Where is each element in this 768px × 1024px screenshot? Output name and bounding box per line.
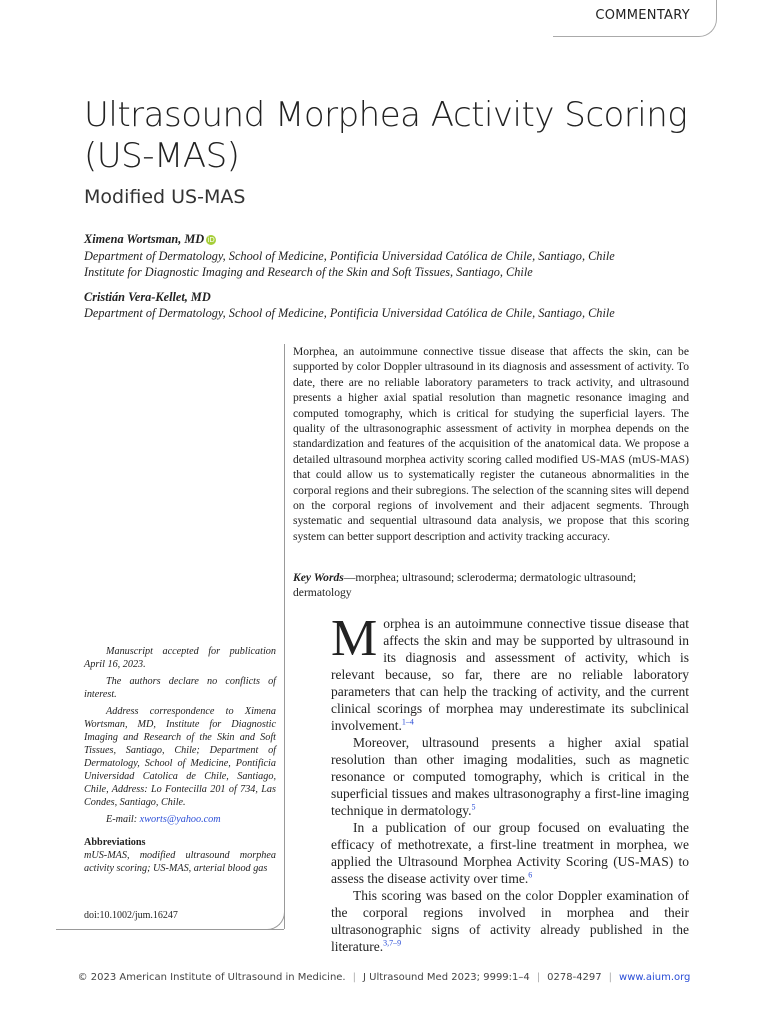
author-affiliation: Department of Dermatology, School of Medicine, Pontificia Universidad Católica de Chile, Santiago, Chile <box>84 306 615 320</box>
abbreviations-text: mUS-MAS, modified ultrasound morphea activity scoring; US-MAS, arterial blood gas <box>84 850 276 874</box>
body-paragraph <box>331 887 689 955</box>
sidebar-corner <box>266 911 285 930</box>
article-subtitle: Modified US-MAS <box>84 186 246 208</box>
body-paragraph <box>331 610 689 734</box>
body-paragraph <box>331 734 689 819</box>
email-line <box>84 813 276 826</box>
sidebar-bottom-rule <box>56 929 284 930</box>
correspondence-address: Address correspondence to Ximena Wortsman, MD, Institute for Diagnostic Imaging and Research of the Skin and Soft Tissues, Santiago, Chile; Department of Dermatology, School of Medicine, Pontificia Universidad Catolica de Chile, Santiago, Chile, Address: Lo Fontecilla 201 of 734, Las Condes, Santiago, Chile. <box>84 706 276 808</box>
author-name[interactable]: Ximena Wortsman, MD <box>84 232 205 246</box>
citation-link[interactable]: 1–4 <box>401 717 414 727</box>
body-paragraph <box>331 819 689 887</box>
column-divider <box>284 344 285 929</box>
citation-link[interactable]: 3,7–9 <box>383 938 402 948</box>
citation-link[interactable]: 5 <box>471 802 476 812</box>
article-title: Ultrasound Morphea Activity Scoring (US-MAS) <box>84 95 688 176</box>
abstract-text: Morphea, an autoimmune connective tissue disease that affects the skin, can be supported by color Doppler ultrasound in its diagnosis and assessment of activity. To date, there are no reliable laboratory parameters to track activity, and ultrasound presents a higher axial spatial resolution than magnetic resonance imaging and computed tomography, which is critical for studying the superficial layers. The quality of the ultrasonographic assessment of activity in morphea depends on the standardization and features of the acquisition of the anatomical data. We propose a detailed ultrasound morphea activity scoring called modified US-MAS (mUS-MAS) that could allow us to systematically register the cutaneous abnormalities in the corporal regions and their subregions. The selection of the scanning sites will depend on the corporal regions of involvement and their adjacent segments. Through systematic and sequential ultrasound data analysis, we propose that this scoring system can better support description and activity tracking accuracy. <box>293 345 689 543</box>
author-affiliation: Institute for Diagnostic Imaging and Research of the Skin and Soft Tissues, Santiago, Chile <box>84 265 533 279</box>
doi[interactable]: doi:10.1002/jum.16247 <box>84 910 178 921</box>
body-text: Moreover, ultrasound presents a higher axial spatial resolution than other imaging modalities, such as magnetic resonance or computed tomography, which is critical in the superficial tissues and makes ultrasonography a first-line imaging technique in dermatology. <box>331 735 689 818</box>
orcid-icon[interactable]: iD <box>207 236 215 244</box>
section-tag <box>553 0 717 37</box>
abstract <box>293 344 689 544</box>
citation-link[interactable]: 6 <box>528 870 533 880</box>
keywords-text: —morphea; ultrasound; scleroderma; dermatologic ultrasound; dermatology <box>293 571 637 600</box>
footer-copyright: © 2023 American Institute of Ultrasound in Medicine. <box>77 972 346 983</box>
email-link[interactable]: xworts@yahoo.com <box>139 814 221 825</box>
body-text: This scoring was based on the color Doppler examination of the corporal regions involved in morphea and their ultrasonographic signs of activity already published in the literature. <box>331 888 689 954</box>
page-footer: © 2023 American Institute of Ultrasound in Medicine. | J Ultrasound Med 2023; 9999:1–4 | 0278-4297 | www.aium.org <box>77 972 691 983</box>
footer-journal: J Ultrasound Med 2023; 9999:1–4 <box>363 972 530 983</box>
accepted-note: Manuscript accepted for publication April 16, 2023. <box>84 646 276 670</box>
body-text: In a publication of our group focused on evaluating the efficacy of methotrexate, a first-line treatment in morphea, we applied the Ultrasound Morphea Activity Scoring (US-MAS) to assess the disease activity over time. <box>331 820 689 886</box>
article-sidebar <box>84 645 276 879</box>
email-label: E-mail: <box>106 814 140 825</box>
section-tag-label: COMMENTARY <box>595 8 690 23</box>
conflicts-note: The authors declare no conflicts of interest. <box>84 676 276 700</box>
body-text: orphea is an autoimmune connective tissue disease that affects the skin and may be supported by ultrasound in its diagnosis and assessment of activity, which is relevant because, so far, there are no reliable laboratory parameters that can help the tracking of activity, and the current clinical scorings of morphea may underestimate its subclinical involvement. <box>331 616 689 733</box>
author-name[interactable]: Cristián Vera-Kellet, MD <box>84 289 211 304</box>
article-body <box>331 610 689 955</box>
footer-url-link[interactable]: www.aium.org <box>619 972 691 983</box>
author-affiliation: Department of Dermatology, School of Medicine, Pontificia Universidad Católica de Chile, Santiago, Chile <box>84 248 615 263</box>
author-block <box>84 231 724 322</box>
footer-issn: 0278-4297 <box>547 972 602 983</box>
drop-cap: M <box>331 610 378 667</box>
abbreviations-heading: Abbreviations <box>84 837 146 848</box>
keywords-label: Key Words <box>293 571 344 584</box>
keywords <box>293 570 689 601</box>
